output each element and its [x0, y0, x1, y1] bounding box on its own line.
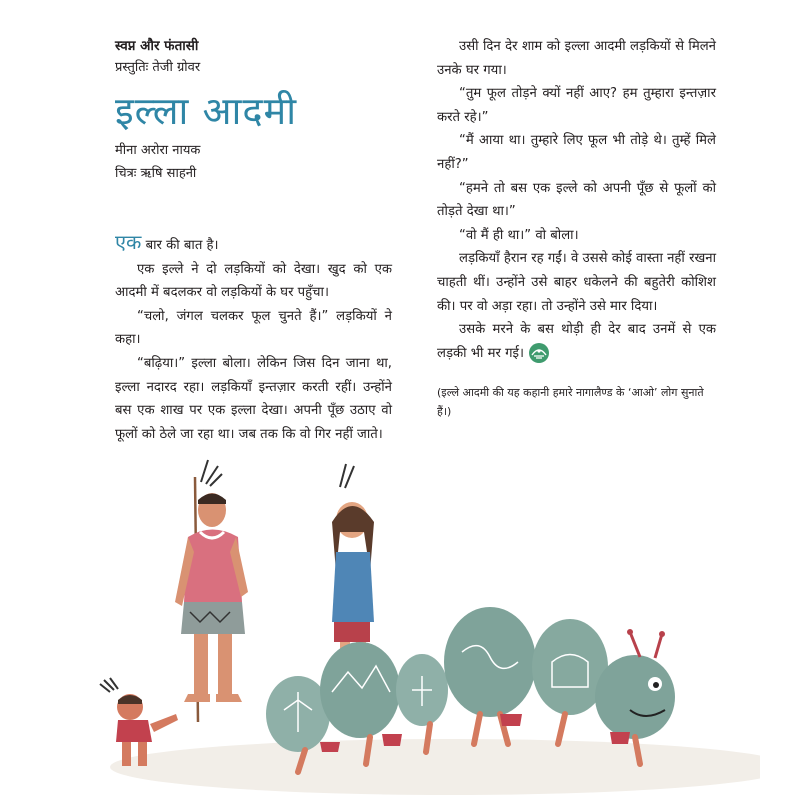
- right-column: [437, 35, 716, 421]
- author-name: मीना अरोरा नायक: [115, 143, 201, 158]
- story-paragraph: “मैं आया था। तुम्हारे लिए फूल भी तोड़े थे। तुम्हें मिले नहीं?”: [437, 133, 716, 172]
- story-paragraph: “वो मैं ही था।” वो बोला।: [459, 227, 579, 243]
- story-paragraph: “चलो, जंगल चलकर फूल चुनते हैं।” लड़कियों ने कहा।: [115, 308, 392, 348]
- presenter-credit: प्रस्तुतिः तेजी ग्रोवर: [115, 60, 201, 75]
- caterpillar-man-and-girls-illustration: [70, 452, 760, 800]
- left-column: [115, 35, 392, 446]
- opening-word: एक: [115, 230, 142, 254]
- end-of-story-emblem-icon: [528, 342, 550, 364]
- story-title: इल्ला आदमी: [115, 89, 298, 133]
- story-last-paragraph: [437, 318, 716, 365]
- story-paragraph: “बढ़िया।” इल्ला बोला। लेकिन जिस दिन जाना था, इल्ला नदारद रहा। लड़कियाँ इन्तज़ार करती रहीं। उन्होंने बस एक शाख पर एक इल्ला देखा। अपनी पूँछ उठाए वो फूलों को ठेले जा रहा था। जब तक कि वो गिर नहीं जाते।: [115, 355, 392, 442]
- story-paragraph: “तुम फूल तोड़ने क्यों नहीं आए? हम तुम्हारा इन्तज़ार करते रहे।”: [437, 86, 716, 125]
- story-paragraph: “हमने तो बस एक इल्ले को अपनी पूँछ से फूलों को तोड़ते देखा था।”: [437, 180, 716, 220]
- story-paragraph: एक इल्ले ने दो लड़कियों को देखा। खुद को एक आदमी में बदलकर वो लड़कियों के घर पहुँचा।: [115, 261, 392, 301]
- story-paragraph: लड़कियाँ हैरान रह गईं। वे उससे कोई वास्ता नहीं रखना चाहती थीं। उन्होंने उसे बाहर धकेलने की बहुतेरी कोशिश की। पर वो अड़ा रहा। तो उन्होंने उसे मार दिया।: [437, 251, 716, 314]
- last-paragraph-text: उसके मरने के बस थोड़ी ही देर बाद उनमें से एक लड़की भी मर गई।: [437, 322, 716, 361]
- story-footnote: (इल्ले आदमी की यह कहानी हमारे नागालैण्ड के ‘आओ’ लोग सुनाते हैं।): [437, 386, 704, 419]
- opening-rest: बार की बात है।: [141, 238, 219, 253]
- story-paragraph: उसी दिन देर शाम को इल्ला आदमी लड़कियों से मिलने उनके घर गया।: [437, 39, 716, 78]
- illustrator-credit: चित्रः ऋषि साहनी: [115, 166, 197, 181]
- section-heading: स्वप्न और फंतासी: [115, 38, 199, 54]
- opening-line: [115, 231, 392, 258]
